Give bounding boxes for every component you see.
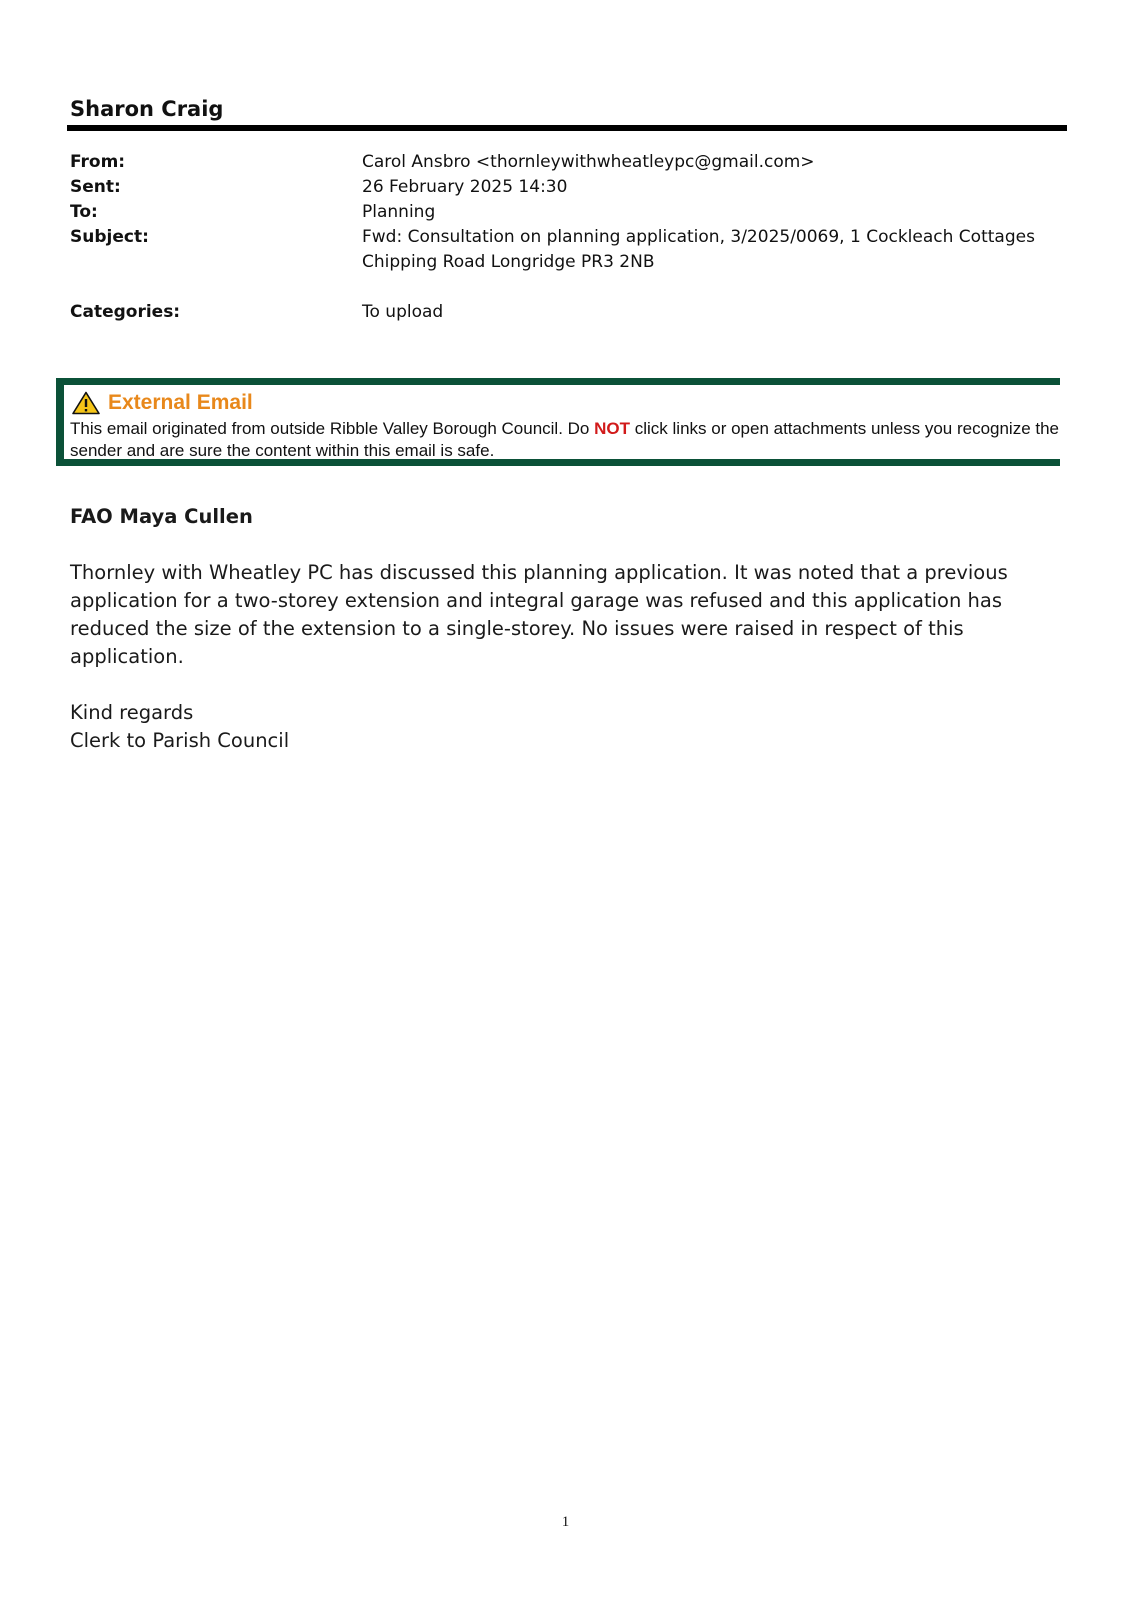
mailbox-owner-name: Sharon Craig — [70, 97, 224, 121]
external-email-warning-banner — [56, 378, 1060, 466]
warning-triangle-icon — [72, 391, 100, 415]
body-paragraph: Thornley with Wheatley PC has discussed this planning application. It was noted that a previous application for a two-storey extension and integral garage was refused and this application has reduced the size of the extension to a single-storey. No issues were raised in respect of this application. — [70, 561, 1008, 668]
to-row — [70, 200, 1060, 225]
email-body — [70, 503, 1030, 755]
categories-row — [70, 300, 1060, 325]
sent-label: Sent: — [70, 177, 121, 197]
banner-text-emphasis: NOT — [594, 419, 631, 438]
from-value: Carol Ansbro <thornleywithwheatleypc@gmail.com> — [362, 152, 815, 172]
header-divider — [67, 125, 1067, 131]
banner-title-row — [72, 391, 253, 415]
signature-line: Clerk to Parish Council — [70, 729, 290, 752]
subject-row — [70, 225, 1060, 275]
page-number: 1 — [561, 1514, 570, 1530]
sent-row — [70, 175, 1060, 200]
subject-value: Fwd: Consultation on planning application, 3/2025/0069, 1 Cockleach Cottages Chipping Road Longridge PR3 2NB — [362, 227, 1035, 272]
fao-line: FAO Maya Cullen — [70, 505, 253, 528]
banner-title: External Email — [108, 391, 253, 414]
sent-value: 26 February 2025 14:30 — [362, 177, 568, 197]
subject-label: Subject: — [70, 227, 149, 247]
categories-value: To upload — [362, 302, 444, 322]
to-label: To: — [70, 202, 98, 222]
from-label: From: — [70, 152, 126, 172]
banner-text-before: This email originated from outside Ribble Valley Borough Council. Do — [70, 419, 595, 438]
banner-text-after: click links or open attachments unless you recognize the sender and are sure the content within this email is safe. — [70, 419, 1060, 460]
categories-label: Categories: — [70, 302, 181, 322]
to-value: Planning — [362, 202, 436, 222]
banner-message — [70, 418, 1060, 462]
from-row — [70, 150, 1060, 175]
email-headers — [70, 150, 1060, 325]
closing-line: Kind regards — [70, 701, 194, 724]
